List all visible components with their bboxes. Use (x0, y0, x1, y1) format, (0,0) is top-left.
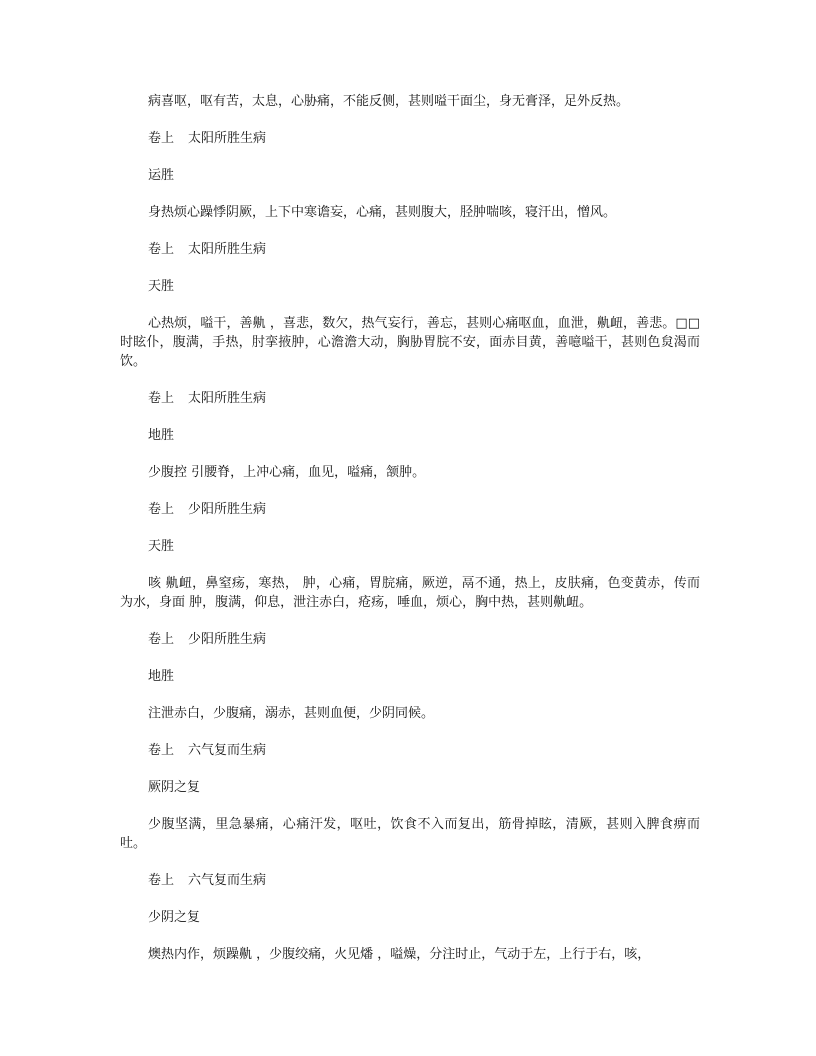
section-title: 少阳所胜生病 (188, 502, 267, 517)
paragraph: 身热烦心躁悸阴厥，上下中寒谵妄，心痛，甚则腹大，胫肿喘咳，寝汗出，憎风。 (148, 205, 617, 220)
subsection-label: 少阴之复 (148, 910, 201, 925)
subsection-label: 厥阴之复 (148, 780, 201, 795)
paragraph: 燠热内作，烦躁鼽 ，少腹绞痛，火见燔 ，嗌燥，分注时止，气动于左，上行于右，咳， (148, 947, 651, 962)
section-title: 六气复而生病 (188, 873, 267, 888)
volume-label: 卷上 (148, 502, 175, 517)
volume-label: 卷上 (148, 632, 175, 647)
paragraph: 咳 鼽衄，鼻窒疡，寒热， 肿，心痛，胃脘痛，厥逆，鬲不通，热上，皮肤痛，色变黄赤，传而为水，身面 肿，腹满，仰息，泄注赤白，疮疡，唾血，烦心，胸中热，甚则鼽衄。 (120, 576, 700, 610)
section-heading (120, 240, 700, 259)
section-heading (120, 630, 700, 649)
paragraph: 少腹坚满，里急暴痛，心痛汗发，呕吐，饮食不入而复出，筋骨掉眩，清厥，甚则入脾食痹而吐。 (120, 817, 700, 851)
subsection-label: 地胜 (148, 428, 175, 443)
section-title: 太阳所胜生病 (188, 391, 267, 406)
section-heading (120, 389, 700, 408)
section-heading (120, 500, 700, 519)
section-heading (120, 129, 700, 148)
volume-label: 卷上 (148, 391, 175, 406)
volume-label: 卷上 (148, 242, 175, 257)
paragraph: 病喜呕，呕有苦，太息，心胁痛，不能反侧，甚则嗌干面尘，身无膏泽，足外反热。 (148, 94, 630, 109)
document-body (120, 92, 700, 982)
paragraph: 少腹控 引腰脊，上冲心痛，血见，嗌痛，颔肿。 (148, 465, 426, 480)
subsection-label: 地胜 (148, 669, 175, 684)
section-title: 六气复而生病 (188, 743, 267, 758)
section-heading (120, 871, 700, 890)
section-title: 太阳所胜生病 (188, 242, 267, 257)
volume-label: 卷上 (148, 131, 175, 146)
subsection-label: 天胜 (148, 279, 175, 294)
section-heading (120, 741, 700, 760)
section-title: 少阳所胜生病 (188, 632, 267, 647)
paragraph: 心热烦，嗌干，善鼽 ，喜悲，数欠，热气妄行，善忘，甚则心痛呕血，血泄，鼽衄，善悲。□□时眩仆，腹满，手热，肘挛掖肿，心澹澹大动，胸胁胃脘不安，面赤目黄，善噫嗌干，甚则色炱渴而饮。 (120, 316, 700, 369)
paragraph: 注泄赤白，少腹痛，溺赤，甚则血便，少阴同候。 (148, 706, 435, 721)
subsection-label: 运胜 (148, 168, 175, 183)
volume-label: 卷上 (148, 873, 175, 888)
section-title: 太阳所胜生病 (188, 131, 267, 146)
volume-label: 卷上 (148, 743, 175, 758)
subsection-label: 天胜 (148, 539, 175, 554)
